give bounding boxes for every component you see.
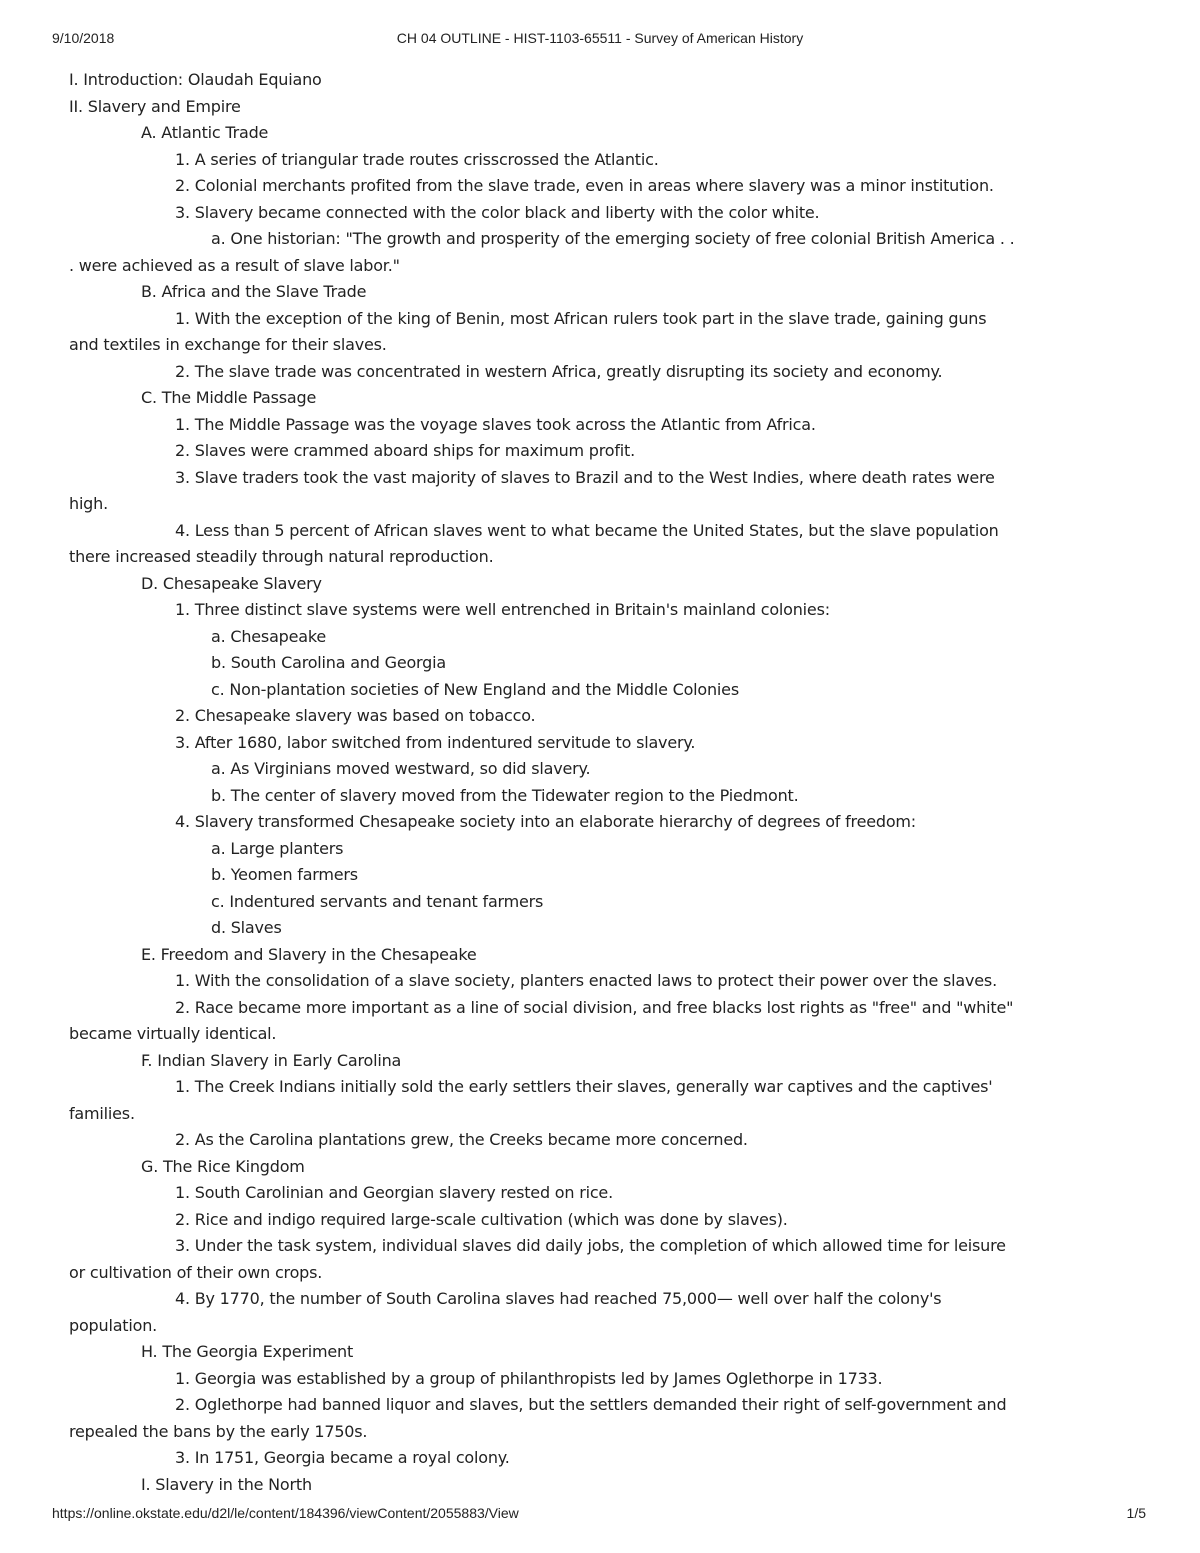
- outline-point: 2. Race became more important as a line of social division, and free blacks lost rights as "free" and "white": [175, 997, 1014, 1017]
- outline-section: H. The Georgia Experiment: [141, 1342, 354, 1361]
- outline-continuation: . were achieved as a result of slave labor.": [69, 255, 400, 275]
- outline-point: 4. Less than 5 percent of African slaves went to what became the United States, but the slave population: [175, 520, 999, 540]
- outline-continuation: there increased steadily through natural reproduction.: [69, 547, 494, 566]
- outline-point: 3. After 1680, labor switched from indentured servitude to slavery.: [175, 732, 696, 752]
- outline-heading: I. Introduction: Olaudah Equiano: [69, 70, 322, 89]
- outline-point: 4. By 1770, the number of South Carolina slaves had reached 75,000— well over half the colony's: [175, 1289, 942, 1308]
- outline-content: [0, 67, 1200, 1498]
- outline-continuation: and textiles in exchange for their slaves.: [69, 335, 387, 354]
- outline-section: A. Atlantic Trade: [141, 123, 269, 142]
- outline-point: 2. As the Carolina plantations grew, the Creeks became more concerned.: [175, 1130, 748, 1149]
- outline-point: 4. Slavery transformed Chesapeake society into an elaborate hierarchy of degrees of freedom:: [175, 812, 916, 831]
- outline-point: 1. The Middle Passage was the voyage slaves took across the Atlantic from Africa.: [175, 414, 816, 434]
- outline-point: 3. Under the task system, individual slaves did daily jobs, the completion of which allowed time for leisure: [175, 1236, 1006, 1255]
- outline-point: 3. Slavery became connected with the color black and liberty with the color white.: [175, 202, 820, 222]
- outline-continuation: became virtually identical.: [69, 1024, 277, 1043]
- outline-subpoint: d. Slaves: [211, 918, 282, 937]
- outline-continuation: high.: [69, 494, 108, 513]
- outline-subpoint: c. Non-plantation societies of New England and the Middle Colonies: [211, 679, 739, 699]
- outline-point: 2. Colonial merchants profited from the slave trade, even in areas where slavery was a minor institution.: [175, 176, 994, 195]
- outline-subpoint: a. As Virginians moved westward, so did slavery.: [211, 759, 591, 778]
- outline-subpoint: b. The center of slavery moved from the Tidewater region to the Piedmont.: [211, 785, 799, 805]
- outline-continuation: repealed the bans by the early 1750s.: [69, 1421, 368, 1441]
- outline-point: 1. With the consolidation of a slave society, planters enacted laws to protect their power over the slaves.: [175, 971, 997, 990]
- print-date: 9/10/2018: [52, 30, 115, 46]
- outline-point: 2. The slave trade was concentrated in western Africa, greatly disrupting its society and economy.: [175, 361, 943, 381]
- outline-section: I. Slavery in the North: [141, 1474, 312, 1494]
- outline-subpoint: b. South Carolina and Georgia: [211, 653, 446, 672]
- outline-point: 1. Georgia was established by a group of philanthropists led by James Oglethorpe in 1733.: [175, 1368, 883, 1388]
- outline-point: 1. Three distinct slave systems were well entrenched in Britain's mainland colonies:: [175, 600, 830, 619]
- outline-section: F. Indian Slavery in Early Carolina: [141, 1050, 402, 1070]
- outline-point: 1. South Carolinian and Georgian slavery rested on rice.: [175, 1183, 613, 1202]
- outline-point: 2. Chesapeake slavery was based on tobacco.: [175, 706, 536, 725]
- page-title: CH 04 OUTLINE - HIST-1103-65511 - Survey of American History: [396, 30, 804, 46]
- outline-section: C. The Middle Passage: [141, 388, 317, 407]
- outline-subpoint: b. Yeomen farmers: [211, 865, 358, 884]
- outline-point: 2. Rice and indigo required large-scale cultivation (which was done by slaves).: [175, 1209, 788, 1229]
- outline-continuation: families.: [69, 1103, 135, 1123]
- page-number: 1/5: [1126, 1505, 1146, 1521]
- outline-point: 1. The Creek Indians initially sold the early settlers their slaves, generally war captives and the captives': [175, 1077, 993, 1096]
- outline-section: D. Chesapeake Slavery: [141, 573, 322, 593]
- outline-section: E. Freedom and Slavery in the Chesapeake: [141, 944, 477, 964]
- outline-section: B. Africa and the Slave Trade: [141, 282, 367, 301]
- outline-point: 2. Oglethorpe had banned liquor and slaves, but the settlers demanded their right of self-government and: [175, 1395, 1007, 1414]
- outline-point: 1. With the exception of the king of Benin, most African rulers took part in the slave trade, gaining guns: [175, 308, 987, 328]
- outline-subpoint: a. Large planters: [211, 838, 344, 858]
- outline-subpoint: a. One historian: "The growth and prosperity of the emerging society of free colonial British America . .: [211, 229, 1015, 248]
- outline-subpoint: a. Chesapeake: [211, 626, 327, 646]
- outline-section: G. The Rice Kingdom: [141, 1156, 305, 1176]
- page-url: https://online.okstate.edu/d2l/le/content/184396/viewContent/2055883/View: [52, 1505, 519, 1521]
- outline-point: 1. A series of triangular trade routes crisscrossed the Atlantic.: [175, 149, 659, 169]
- outline-continuation: or cultivation of their own crops.: [69, 1262, 323, 1282]
- outline-heading: II. Slavery and Empire: [69, 96, 241, 116]
- outline-point: 3. In 1751, Georgia became a royal colony.: [175, 1448, 510, 1467]
- outline-point: 2. Slaves were crammed aboard ships for maximum profit.: [175, 441, 636, 460]
- outline-continuation: population.: [69, 1315, 158, 1335]
- outline-point: 3. Slave traders took the vast majority of slaves to Brazil and to the West Indies, where death rates were: [175, 467, 995, 487]
- outline-subpoint: c. Indentured servants and tenant farmers: [211, 891, 544, 911]
